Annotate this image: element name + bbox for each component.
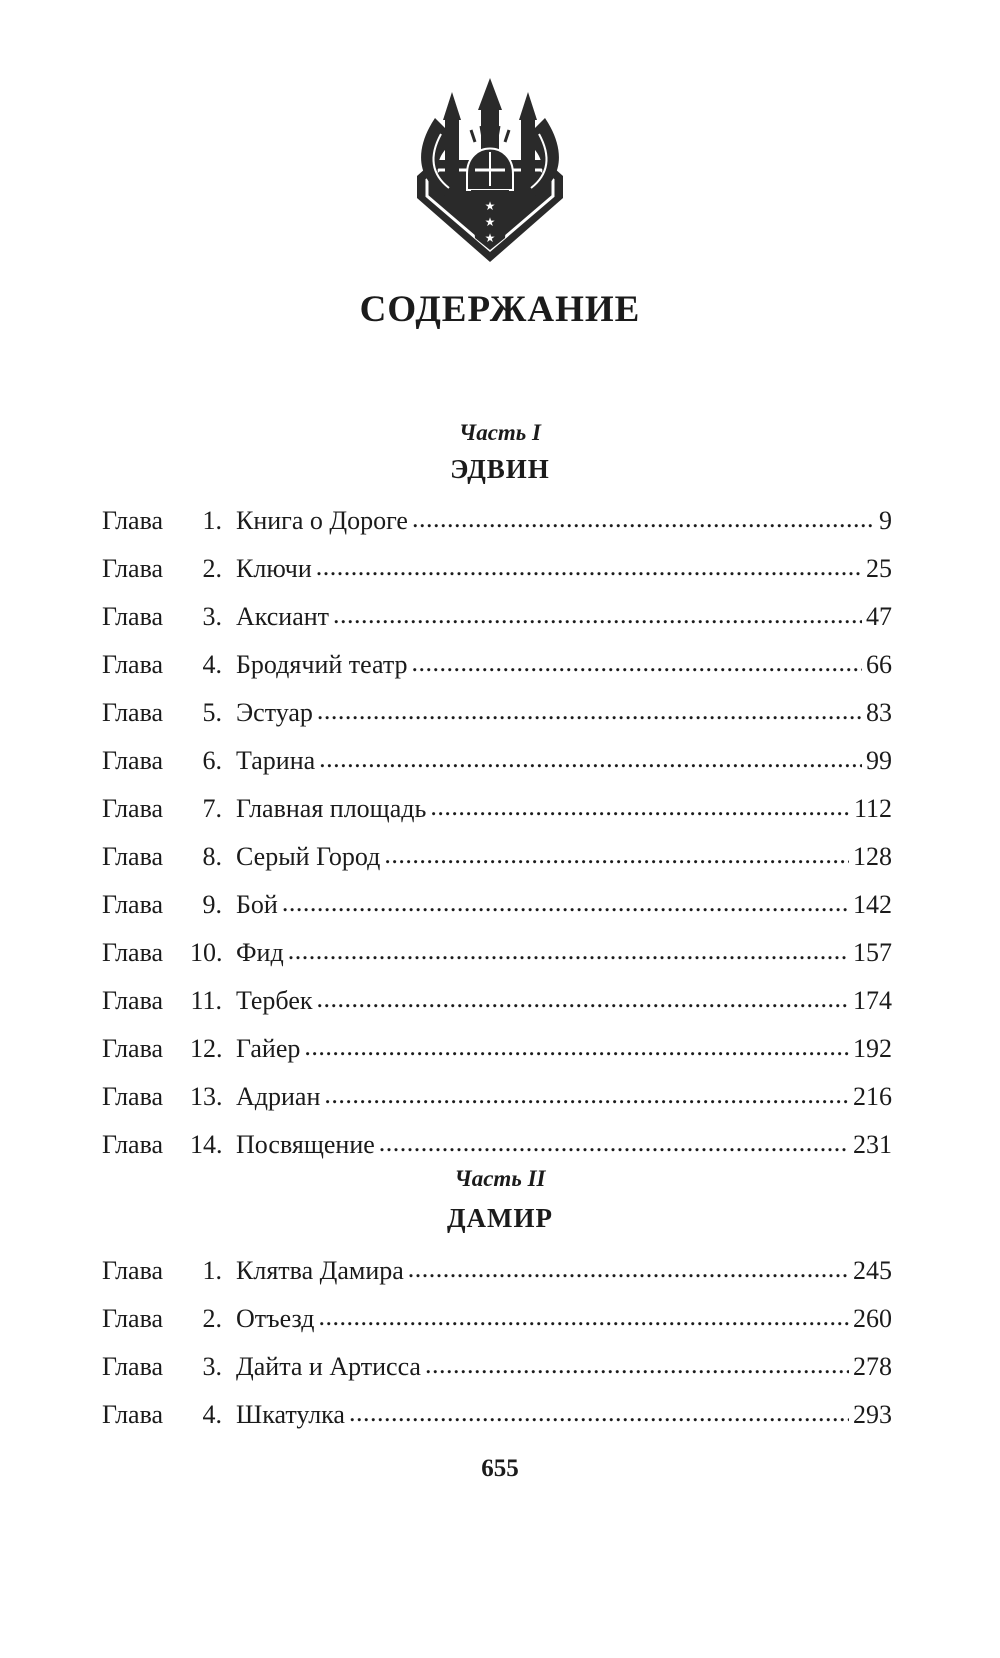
- chapter-title: Дайта и Артисса: [236, 1352, 421, 1381]
- chapter-title: Фид: [236, 938, 284, 967]
- chapter-number: 9.: [202, 890, 222, 919]
- svg-text:★: ★: [484, 215, 496, 229]
- dot-leader: [379, 1128, 849, 1158]
- chapter-word: Глава: [102, 554, 164, 583]
- dot-leader: [430, 792, 850, 822]
- toc-list-part-1: [102, 506, 892, 1178]
- chapter-page: 245: [853, 1256, 892, 1285]
- toc-entry: [102, 1256, 892, 1304]
- chapter-word: Глава: [102, 1304, 164, 1333]
- dot-leader: [304, 1032, 849, 1062]
- chapter-number: 3.: [202, 1352, 222, 1381]
- chapter-number: 1.: [202, 1256, 222, 1285]
- chapter-title: Отъезд: [236, 1304, 315, 1333]
- chapter-word: Глава: [102, 1034, 164, 1063]
- dot-leader: [384, 840, 849, 870]
- chapter-word: Глава: [102, 986, 164, 1015]
- chapter-number: 11.: [190, 986, 222, 1015]
- toc-list-part-2: [102, 1256, 892, 1448]
- toc-entry: [102, 1034, 892, 1082]
- toc-entry: [102, 650, 892, 698]
- dot-leader: [318, 1302, 849, 1332]
- part-name: ЭДВИН: [450, 454, 550, 484]
- chapter-number: 4.: [202, 650, 222, 679]
- chapter-page: 25: [866, 554, 892, 583]
- dot-leader: [282, 888, 849, 918]
- svg-text:★: ★: [484, 231, 496, 245]
- chapter-word: Глава: [102, 1400, 164, 1429]
- chapter-title: Аксиант: [236, 602, 330, 631]
- chapter-number: 3.: [202, 602, 222, 631]
- svg-text:★: ★: [484, 199, 496, 213]
- chapter-title: Адриан: [236, 1082, 321, 1111]
- toc-entry: [102, 842, 892, 890]
- toc-entry: [102, 506, 892, 554]
- chapter-word: Глава: [102, 1352, 164, 1381]
- chapter-page: 192: [853, 1034, 892, 1063]
- chapter-page: 157: [853, 938, 892, 967]
- page-number: 655: [481, 1455, 519, 1482]
- chapter-page: 9: [879, 506, 892, 535]
- chapter-number: 14.: [190, 1130, 223, 1159]
- chapter-number: 4.: [202, 1400, 222, 1429]
- chapter-page: 174: [853, 986, 892, 1015]
- chapter-page: 278: [853, 1352, 892, 1381]
- chapter-word: Глава: [102, 746, 164, 775]
- chapter-title: Тарина: [236, 746, 316, 775]
- chapter-number: 2.: [202, 1304, 222, 1333]
- chapter-number: 10.: [190, 938, 223, 967]
- chapter-title: Книга о Дороге: [236, 506, 408, 535]
- chapter-title: Клятва Дамира: [236, 1256, 404, 1285]
- toc-entry: [102, 1352, 892, 1400]
- chapter-title: Главная площадь: [236, 794, 427, 823]
- chapter-number: 8.: [202, 842, 222, 871]
- chapter-page: 83: [866, 698, 892, 727]
- toc-entry: [102, 1304, 892, 1352]
- chapter-word: Глава: [102, 842, 164, 871]
- toc-entry: [102, 554, 892, 602]
- chapter-page: 66: [866, 650, 892, 679]
- chapter-word: Глава: [102, 506, 164, 535]
- chapter-word: Глава: [102, 794, 164, 823]
- chapter-word: Глава: [102, 890, 164, 919]
- chapter-number: 13.: [190, 1082, 223, 1111]
- dot-leader: [288, 936, 849, 966]
- chapter-word: Глава: [102, 650, 164, 679]
- part-name: ДАМИР: [446, 1203, 554, 1233]
- dot-leader: [333, 600, 862, 630]
- chapter-page: 128: [853, 842, 892, 871]
- chapter-page: 112: [853, 794, 892, 823]
- toc-entry: [102, 1400, 892, 1448]
- chapter-number: 7.: [202, 794, 222, 823]
- page-title: СОДЕРЖАНИЕ: [359, 289, 641, 330]
- chapter-page: 47: [866, 602, 892, 631]
- dot-leader: [316, 552, 862, 582]
- dot-leader: [324, 1080, 849, 1110]
- dot-leader: [408, 1254, 849, 1284]
- chapter-number: 1.: [202, 506, 222, 535]
- castle-knight-crest-icon: [405, 78, 575, 268]
- toc-entry: [102, 602, 892, 650]
- toc-entry: [102, 746, 892, 794]
- chapter-title: Бродячий театр: [236, 650, 408, 679]
- chapter-number: 5.: [202, 698, 222, 727]
- chapter-number: 12.: [190, 1034, 223, 1063]
- dot-leader: [317, 984, 850, 1014]
- chapter-title: Шкатулка: [236, 1400, 345, 1429]
- chapter-word: Глава: [102, 1130, 164, 1159]
- dot-leader: [319, 744, 862, 774]
- chapter-page: 260: [853, 1304, 892, 1333]
- chapter-word: Глава: [102, 1256, 164, 1285]
- chapter-title: Тербек: [236, 986, 313, 1015]
- chapter-word: Глава: [102, 938, 164, 967]
- chapter-word: Глава: [102, 1082, 164, 1111]
- toc-entry: [102, 986, 892, 1034]
- toc-entry: [102, 698, 892, 746]
- chapter-title: Гайер: [236, 1034, 301, 1063]
- dot-leader: [412, 504, 875, 534]
- chapter-title: Бой: [236, 890, 278, 919]
- chapter-number: 2.: [202, 554, 222, 583]
- toc-entry: [102, 938, 892, 986]
- chapter-page: 142: [853, 890, 892, 919]
- dot-leader: [412, 648, 862, 678]
- chapter-word: Глава: [102, 602, 164, 631]
- chapter-title: Посвящение: [236, 1130, 375, 1159]
- toc-entry: [102, 890, 892, 938]
- toc-entry: [102, 1082, 892, 1130]
- chapter-title: Ключи: [236, 554, 312, 583]
- dot-leader: [425, 1350, 849, 1380]
- dot-leader: [317, 696, 862, 726]
- chapter-title: Эстуар: [236, 698, 313, 727]
- dot-leader: [349, 1398, 849, 1428]
- chapter-page: 293: [853, 1400, 892, 1429]
- chapter-page: 99: [866, 746, 892, 775]
- toc-entry: [102, 794, 892, 842]
- chapter-word: Глава: [102, 698, 164, 727]
- chapter-page: 216: [853, 1082, 892, 1111]
- chapter-title: Серый Город: [236, 842, 381, 871]
- chapter-number: 6.: [202, 746, 222, 775]
- part-label: Часть II: [454, 1166, 546, 1191]
- part-label: Часть I: [458, 420, 542, 445]
- chapter-page: 231: [853, 1130, 892, 1159]
